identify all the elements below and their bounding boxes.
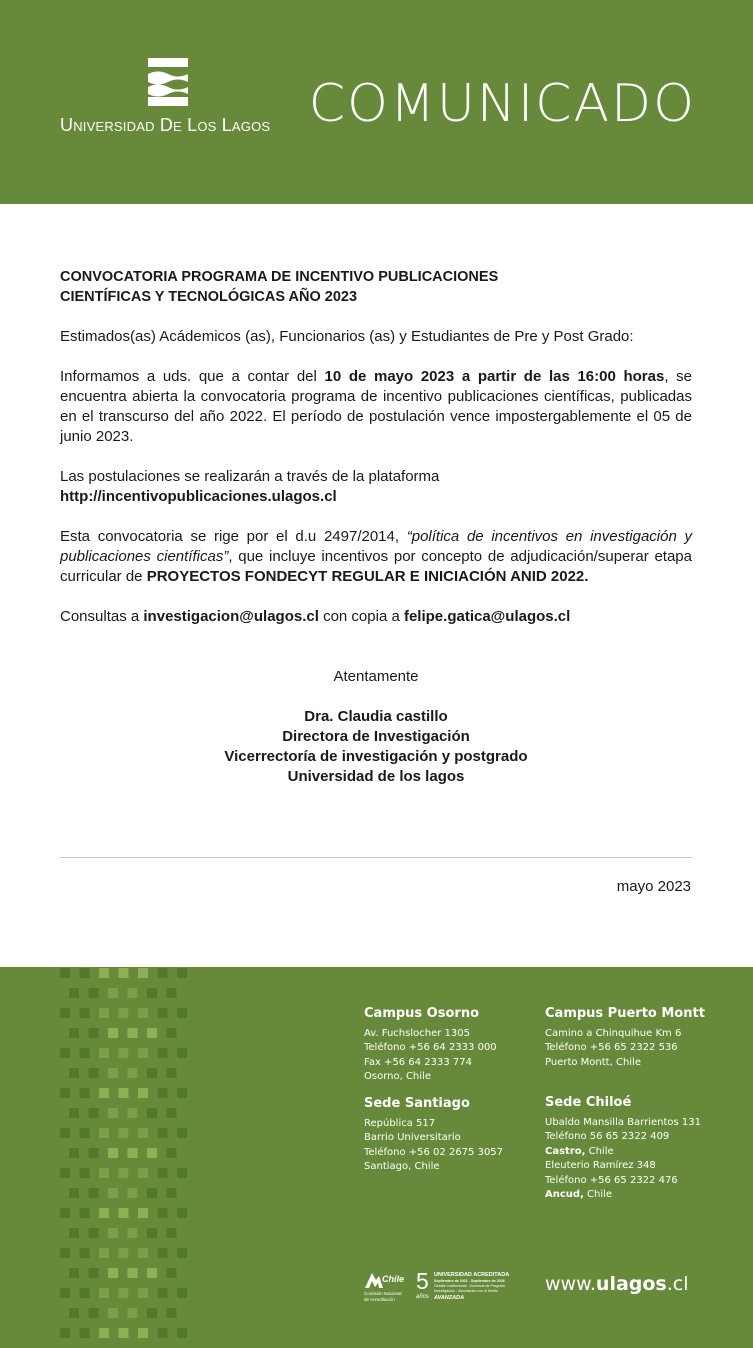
pattern-square <box>99 1008 109 1018</box>
accreditation-years-label: años <box>416 1294 430 1300</box>
pattern-square <box>167 1108 177 1118</box>
header-banner <box>0 0 753 204</box>
pattern-square <box>119 1288 129 1298</box>
signature-block <box>60 707 692 787</box>
decorative-squares-pattern <box>60 967 210 1348</box>
accreditation-areas <box>434 1284 505 1293</box>
pattern-square <box>80 1048 90 1058</box>
website-suffix: .cl <box>666 1273 689 1295</box>
pattern-square <box>60 1048 70 1058</box>
pattern-square <box>99 1328 109 1338</box>
pattern-square <box>138 1088 148 1098</box>
pattern-square <box>89 1228 99 1238</box>
pattern-square <box>147 1308 157 1318</box>
pattern-square <box>99 1248 109 1258</box>
pattern-square <box>138 1048 148 1058</box>
p3-text: Esta convocatoria se rige por el d.u 2497/2014, <box>60 528 407 545</box>
signature-unit: Vicerrectoría de investigación y postgrado <box>224 748 528 765</box>
pattern-square <box>177 1088 187 1098</box>
pattern-square <box>128 1148 138 1158</box>
divider <box>60 857 692 858</box>
campus-osorno-line: Teléfono +56 64 2333 000 <box>364 1042 497 1054</box>
pattern-square <box>119 1248 129 1258</box>
pattern-square <box>108 988 118 998</box>
pattern-square <box>158 1328 168 1338</box>
pattern-square <box>60 1008 70 1018</box>
paragraph-platform <box>60 467 692 507</box>
pattern-square <box>99 1168 109 1178</box>
accreditation-badge <box>364 1270 524 1304</box>
pattern-square <box>69 1228 79 1238</box>
pattern-square <box>147 988 157 998</box>
sede-chiloe-title: Sede Chiloé <box>545 1095 632 1110</box>
sede-santiago-line: Santiago, Chile <box>364 1161 440 1173</box>
p2-text: Las postulaciones se realizarán a través de la plataforma <box>60 468 440 485</box>
pattern-square <box>177 1248 187 1258</box>
announcement-title <box>60 267 692 307</box>
p4-text-mid: con copia a <box>318 608 404 625</box>
pattern-square <box>89 1028 99 1038</box>
city-name: Castro, <box>545 1145 586 1157</box>
pattern-square <box>147 1108 157 1118</box>
pattern-square <box>138 1288 148 1298</box>
sede-santiago-line: Teléfono +56 02 2675 3057 <box>364 1146 504 1158</box>
sede-chiloe-line: Teléfono 56 65 2322 409 <box>545 1131 670 1143</box>
p1-text-end: , se encuentra abierta la convocatoria programa de incentivo publicaciones científicas, publicadas en el transcurso del año 2022. El período de postulación vence impostergablemente el 05 de junio 2023. <box>60 368 692 445</box>
pattern-square <box>158 1088 168 1098</box>
pattern-square <box>167 1148 177 1158</box>
pattern-square <box>128 1188 138 1198</box>
pattern-square <box>128 1028 138 1038</box>
campus-puerto-montt-line: Teléfono +56 65 2322 536 <box>545 1042 678 1054</box>
sede-santiago <box>364 1096 503 1175</box>
p3-quote: “política de incentivos en investigación y publicaciones científicas” <box>60 528 692 565</box>
pattern-square <box>108 1228 118 1238</box>
pattern-square <box>69 1188 79 1198</box>
cna-logo-icon <box>364 1270 384 1290</box>
cna-name <box>364 1291 419 1302</box>
pattern-square <box>167 1028 177 1038</box>
pattern-square <box>80 1248 90 1258</box>
pattern-square <box>89 1308 99 1318</box>
campus-puerto-montt <box>545 1006 705 1070</box>
pattern-square <box>99 1088 109 1098</box>
closing: Atentamente <box>333 668 419 685</box>
pattern-square <box>119 1208 129 1218</box>
p1-text: Informamos a uds. que a contar del <box>60 368 325 385</box>
p4-text: Consultas a <box>60 608 144 625</box>
pattern-square <box>119 1328 129 1338</box>
pattern-square <box>177 968 187 978</box>
greeting: Estimados(as) Acádemicos (as), Funcionarios (as) y Estudiantes de Pre y Post Grado: <box>60 328 634 345</box>
pattern-square <box>167 1308 177 1318</box>
pattern-square <box>138 1328 148 1338</box>
pattern-square <box>119 968 129 978</box>
pattern-square <box>158 1248 168 1258</box>
pattern-square <box>108 1108 118 1118</box>
pattern-square <box>60 968 70 978</box>
pattern-square <box>69 1028 79 1038</box>
email-link-gatica[interactable]: felipe.gatica@ulagos.cl <box>403 608 571 625</box>
pattern-square <box>177 1128 187 1138</box>
pattern-square <box>108 1268 118 1278</box>
email-link-investigacion[interactable]: investigacion@ulagos.cl <box>143 608 319 625</box>
pattern-square <box>108 1308 118 1318</box>
accreditation-areas-line: Gestión Institucional - Docencia de Pregrado <box>434 1284 506 1288</box>
pattern-square <box>108 1188 118 1198</box>
pattern-square <box>80 1008 90 1018</box>
pattern-square <box>138 1008 148 1018</box>
pattern-square <box>167 1228 177 1238</box>
pattern-square <box>119 1008 129 1018</box>
pattern-square <box>177 1008 187 1018</box>
pattern-square <box>69 1068 79 1078</box>
pattern-square <box>128 1268 138 1278</box>
pattern-square <box>80 1288 90 1298</box>
pattern-square <box>60 1288 70 1298</box>
signature-institution: Universidad de los lagos <box>287 768 465 785</box>
title-line-2: CIENTÍFICAS Y TECNOLÓGICAS AÑO 2023 <box>60 289 358 305</box>
pattern-square <box>128 1228 138 1238</box>
pattern-square <box>138 1208 148 1218</box>
paragraph-contact <box>60 607 692 627</box>
campus-osorno-title: Campus Osorno <box>364 1006 480 1021</box>
pattern-square <box>89 1148 99 1158</box>
sede-santiago-title: Sede Santiago <box>364 1096 470 1111</box>
pattern-square <box>60 1168 70 1178</box>
pattern-square <box>128 988 138 998</box>
campus-osorno-line: Osorno, Chile <box>364 1071 431 1083</box>
sede-santiago-line: Barrio Universitario <box>364 1132 461 1144</box>
pattern-square <box>99 1048 109 1058</box>
pattern-square <box>138 968 148 978</box>
footer <box>0 967 753 1348</box>
pattern-square <box>147 1268 157 1278</box>
sede-chiloe-line: Eleuterio Ramírez 348 <box>545 1160 656 1172</box>
sede-chiloe-line: Ubaldo Mansilla Barrientos 131 <box>545 1117 701 1128</box>
pattern-square <box>138 1168 148 1178</box>
country-name: Chile <box>585 1145 614 1157</box>
country-name: Chile <box>583 1189 613 1201</box>
city-name: Ancud, <box>545 1189 584 1201</box>
paragraph-dates <box>60 367 692 447</box>
document-date: mayo 2023 <box>616 878 691 895</box>
pattern-square <box>69 1108 79 1118</box>
pattern-square <box>128 1068 138 1078</box>
university-logo-text: Universidad De Los Lagos <box>60 115 271 135</box>
p3-text-mid: , que incluye incentivos por concepto de adjudicación/superar etapa curricular de <box>60 548 692 585</box>
pattern-square <box>147 1148 157 1158</box>
accreditation-years: 5 <box>416 1268 429 1294</box>
campus-osorno <box>364 1006 497 1085</box>
sede-chiloe-city <box>545 1188 701 1202</box>
cna-brand: Chile <box>382 1274 405 1284</box>
pattern-square <box>147 1028 157 1038</box>
pattern-square <box>60 1328 70 1338</box>
pattern-square <box>89 1268 99 1278</box>
pattern-square <box>80 1208 90 1218</box>
pattern-square <box>108 1068 118 1078</box>
pattern-square <box>80 968 90 978</box>
pattern-square <box>167 988 177 998</box>
signature-role: Directora de Investigación <box>282 728 470 745</box>
website-prefix: www. <box>545 1273 596 1295</box>
pattern-square <box>167 1188 177 1198</box>
pattern-square <box>80 1168 90 1178</box>
pattern-square <box>80 1128 90 1138</box>
pattern-square <box>80 1088 90 1098</box>
pattern-square <box>60 1208 70 1218</box>
pattern-square <box>119 1088 129 1098</box>
sede-chiloe-line: Teléfono +56 65 2322 476 <box>545 1174 678 1186</box>
cna-name-line: de Acreditación <box>364 1296 395 1302</box>
pattern-square <box>89 988 99 998</box>
accreditation-areas-line: Investigación - Vinculación con el Medio <box>434 1288 498 1293</box>
pattern-square <box>158 1208 168 1218</box>
pattern-square <box>158 1168 168 1178</box>
title-line-1: CONVOCATORIA PROGRAMA DE INCENTIVO PUBLICACIONES <box>60 269 499 285</box>
pattern-square <box>69 1308 79 1318</box>
pattern-square <box>128 1108 138 1118</box>
pattern-square <box>158 1048 168 1058</box>
accreditation-title: UNIVERSIDAD ACREDITADA <box>434 1272 510 1278</box>
pattern-square <box>147 1188 157 1198</box>
pattern-square <box>89 1068 99 1078</box>
pattern-square <box>177 1168 187 1178</box>
cna-name-line: Comisión Nacional <box>364 1291 402 1296</box>
pattern-square <box>167 1068 177 1078</box>
pattern-square <box>158 1288 168 1298</box>
pattern-square <box>89 1108 99 1118</box>
campus-puerto-montt-title: Campus Puerto Montt <box>545 1006 705 1021</box>
university-logo-icon <box>148 58 188 106</box>
pattern-square <box>99 1128 109 1138</box>
pattern-square <box>119 1168 129 1178</box>
announcement-body <box>60 267 692 787</box>
pattern-square <box>177 1208 187 1218</box>
pattern-square <box>69 988 79 998</box>
p3-highlight: PROYECTOS FONDECYT REGULAR E INICIACIÓN ANID 2022. <box>146 568 589 585</box>
website-domain: ulagos <box>595 1273 667 1295</box>
pattern-square <box>60 1088 70 1098</box>
pattern-square <box>99 1208 109 1218</box>
signature-name: Dra. Claudia castillo <box>304 708 448 725</box>
campus-puerto-montt-line: Camino a Chinquihue Km 6 <box>545 1028 682 1039</box>
pattern-square <box>69 1268 79 1278</box>
pattern-square <box>80 1328 90 1338</box>
pattern-square <box>177 1288 187 1298</box>
pattern-square <box>147 1228 157 1238</box>
pattern-square <box>69 1148 79 1158</box>
pattern-square <box>177 1048 187 1058</box>
pattern-square <box>119 1048 129 1058</box>
campus-osorno-line: Fax +56 64 2333 774 <box>364 1056 472 1068</box>
pattern-square <box>167 1268 177 1278</box>
pattern-square <box>99 968 109 978</box>
p1-highlight: 10 de mayo 2023 a partir de las 16:00 horas <box>324 368 665 385</box>
pattern-square <box>177 1328 187 1338</box>
pattern-square <box>147 1068 157 1078</box>
sede-chiloe-city <box>545 1145 701 1159</box>
pattern-square <box>158 1008 168 1018</box>
pattern-square <box>138 1248 148 1258</box>
website-link[interactable] <box>545 1273 689 1295</box>
pattern-square <box>138 1128 148 1138</box>
pattern-square <box>119 1128 129 1138</box>
platform-link[interactable]: http://incentivopublicaciones.ulagos.cl <box>60 488 337 505</box>
campus-puerto-montt-line: Puerto Montt, Chile <box>545 1056 641 1068</box>
paragraph-rules <box>60 527 692 587</box>
accreditation-period: Septiembre de 2021 - Septiembre de 2026 <box>434 1279 505 1283</box>
sede-santiago-line: República 517 <box>364 1118 436 1129</box>
pattern-square <box>89 1188 99 1198</box>
pattern-square <box>128 1308 138 1318</box>
pattern-square <box>99 1288 109 1298</box>
page-title: COMUNICADO <box>308 74 696 134</box>
pattern-square <box>158 968 168 978</box>
pattern-square <box>108 1148 118 1158</box>
pattern-square <box>108 1028 118 1038</box>
pattern-square <box>60 1128 70 1138</box>
accreditation-level: AVANZADA <box>434 1295 465 1301</box>
pattern-square <box>60 1248 70 1258</box>
campus-osorno-line: Av. Fuchslocher 1305 <box>364 1028 470 1039</box>
pattern-square <box>158 1128 168 1138</box>
sede-chiloe <box>545 1095 701 1202</box>
